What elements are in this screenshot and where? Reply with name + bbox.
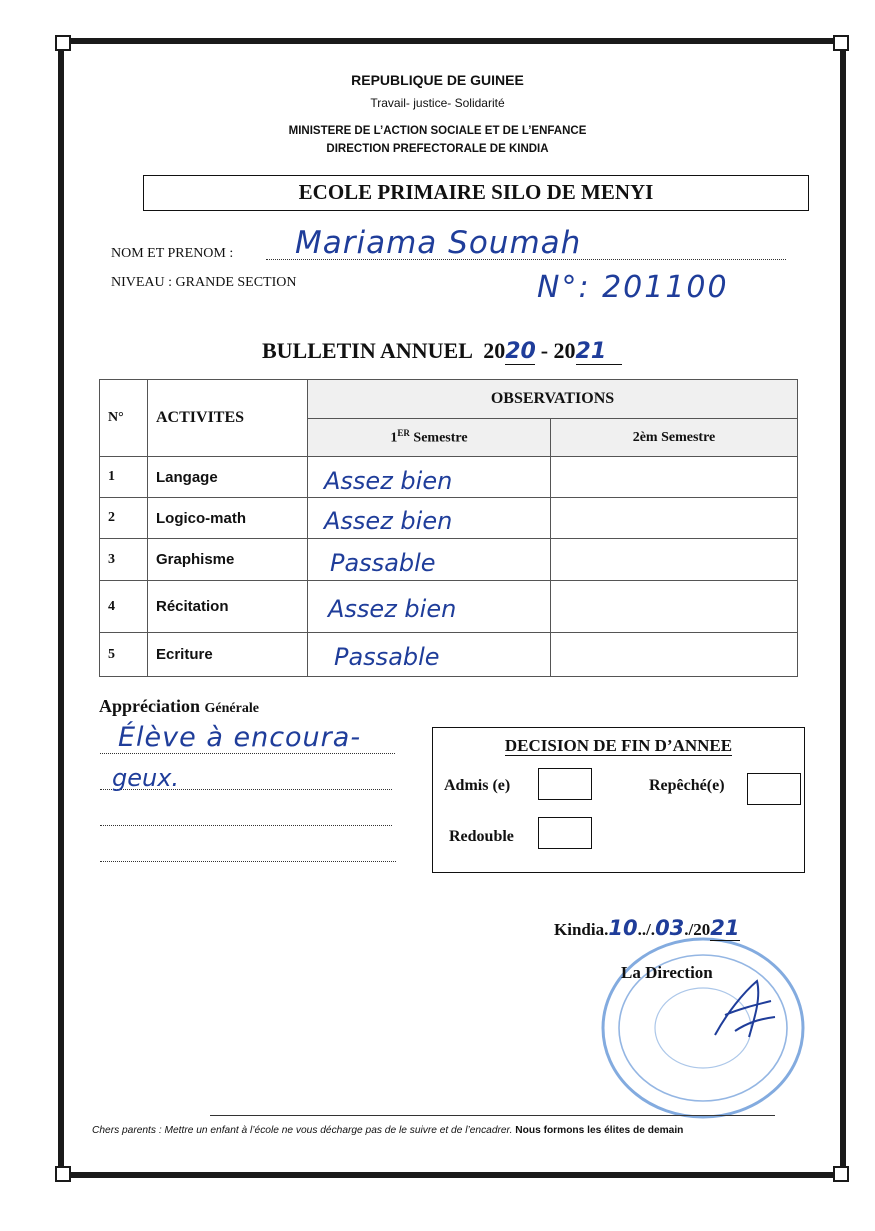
- bulletin-title: [262, 338, 622, 365]
- row-num: 3: [100, 539, 148, 581]
- sem1-sup: ER: [397, 428, 410, 439]
- admis-label: Admis (e): [444, 777, 511, 794]
- row-sem1: [308, 457, 551, 498]
- table-row: [100, 457, 798, 498]
- table-row: [100, 633, 798, 677]
- date-year-printed: 20: [693, 920, 711, 939]
- year-separator: - 20: [540, 338, 576, 363]
- row-sem1: [308, 498, 551, 539]
- year2-blank: [576, 338, 622, 365]
- row-activity: Logico-math: [148, 498, 308, 539]
- place-name: Kindia: [554, 920, 605, 939]
- col-header-num: N°: [100, 380, 148, 457]
- year1-handwritten: 20: [505, 339, 536, 364]
- row-sem1: [308, 539, 551, 581]
- col-header-activities: [148, 380, 308, 457]
- activities-table: [99, 379, 798, 677]
- row-num: 1: [100, 457, 148, 498]
- appreciation-line-3: [100, 824, 392, 826]
- row-num: 2: [100, 498, 148, 539]
- appreciation-title-sub: Générale: [204, 701, 259, 716]
- decision-title-text: DECISION DE FIN D’ANNEE: [504, 736, 733, 755]
- year1-blank: [505, 338, 535, 365]
- row-num: 5: [100, 633, 148, 677]
- row-sem1-handwritten: Passable: [330, 549, 436, 577]
- level-label: NIVEAU : GRANDE SECTION: [111, 275, 297, 290]
- row-activity: Ecriture: [148, 633, 308, 677]
- appreciation-title-main: Appréciation: [99, 696, 200, 716]
- name-label: NOM ET PRENOM :: [111, 246, 234, 261]
- student-number-handwritten: N°: 201100: [537, 270, 729, 305]
- date-dots-3: ./: [684, 920, 694, 939]
- date-dots-1: .: [604, 920, 609, 939]
- admis-checkbox[interactable]: [538, 768, 592, 800]
- director-signature: [705, 975, 780, 1045]
- national-motto: Travail- justice- Solidarité: [370, 96, 505, 110]
- appreciation-handwritten-1: Élève à encoura-: [118, 722, 362, 753]
- date-dots-2: ../.: [637, 920, 656, 939]
- row-sem2: [551, 633, 798, 677]
- appreciation-title: [99, 696, 259, 717]
- appreciation-line-4: [100, 860, 396, 862]
- col-header-sem1: [308, 419, 551, 457]
- redouble-checkbox[interactable]: [538, 817, 592, 849]
- footer-italic: Chers parents :: [92, 1125, 162, 1136]
- row-sem2: [551, 457, 798, 498]
- row-activity: Récitation: [148, 581, 308, 633]
- bulletin-prefix: BULLETIN ANNUEL: [262, 338, 472, 363]
- place-date: [554, 916, 740, 940]
- row-num: 4: [100, 581, 148, 633]
- table-row: [100, 539, 798, 581]
- col-header-activities-text: ACTIVITES: [156, 409, 245, 426]
- decision-title: [433, 736, 804, 756]
- prefectoral-direction: DIRECTION PREFECTORALE DE KINDIA: [326, 143, 549, 155]
- year1-printed: 20: [483, 338, 506, 363]
- row-activity: Langage: [148, 457, 308, 498]
- year2-handwritten: 21: [575, 339, 607, 364]
- decision-box: [432, 727, 805, 873]
- date-year-handwritten: 21: [710, 916, 740, 940]
- border-corner-br: [833, 1166, 849, 1182]
- row-sem1-handwritten: Assez bien: [324, 507, 453, 535]
- row-sem2: [551, 539, 798, 581]
- table-row: [100, 498, 798, 539]
- date-day: 10: [608, 916, 638, 940]
- footer-note: [92, 1125, 792, 1136]
- col-header-sem2: 2èm Semestre: [551, 419, 798, 457]
- table-row: [100, 581, 798, 633]
- row-sem1-handwritten: Assez bien: [324, 467, 453, 495]
- student-name-handwritten: Mariama Soumah: [295, 225, 582, 261]
- row-sem2: [551, 581, 798, 633]
- signature-label: La Direction: [621, 963, 713, 982]
- ministry-name: MINISTERE DE L’ACTION SOCIALE ET DE L’ENFANCE: [288, 125, 587, 137]
- footer-text: Mettre un enfant à l’école ne vous décharge pas de le suivre et de l’encadrer.: [164, 1125, 513, 1136]
- row-sem1-handwritten: Passable: [334, 643, 440, 671]
- footer-rule: [210, 1115, 775, 1116]
- row-sem2: [551, 498, 798, 539]
- date-month: 03: [655, 916, 685, 940]
- appreciation-handwritten-2: geux.: [112, 764, 180, 792]
- row-activity: Graphisme: [148, 539, 308, 581]
- redouble-label: Redouble: [449, 828, 514, 845]
- footer-slogan: Nous formons les élites de demain: [515, 1125, 684, 1136]
- sem1-num: 1: [390, 430, 398, 446]
- repeche-label: Repêché(e): [649, 777, 725, 794]
- school-name: ECOLE PRIMAIRE SILO DE MENYI: [143, 175, 809, 211]
- border-corner-bl: [55, 1166, 71, 1182]
- row-sem1: [308, 581, 551, 633]
- sem1-rest: Semestre: [413, 430, 468, 446]
- repeche-checkbox[interactable]: [747, 773, 801, 805]
- row-sem1-handwritten: Assez bien: [328, 595, 457, 623]
- republic-title: REPUBLIQUE DE GUINEE: [351, 72, 524, 88]
- border-corner-tl: [55, 35, 71, 51]
- border-corner-tr: [833, 35, 849, 51]
- col-header-observations: OBSERVATIONS: [308, 380, 798, 419]
- row-sem1: [308, 633, 551, 677]
